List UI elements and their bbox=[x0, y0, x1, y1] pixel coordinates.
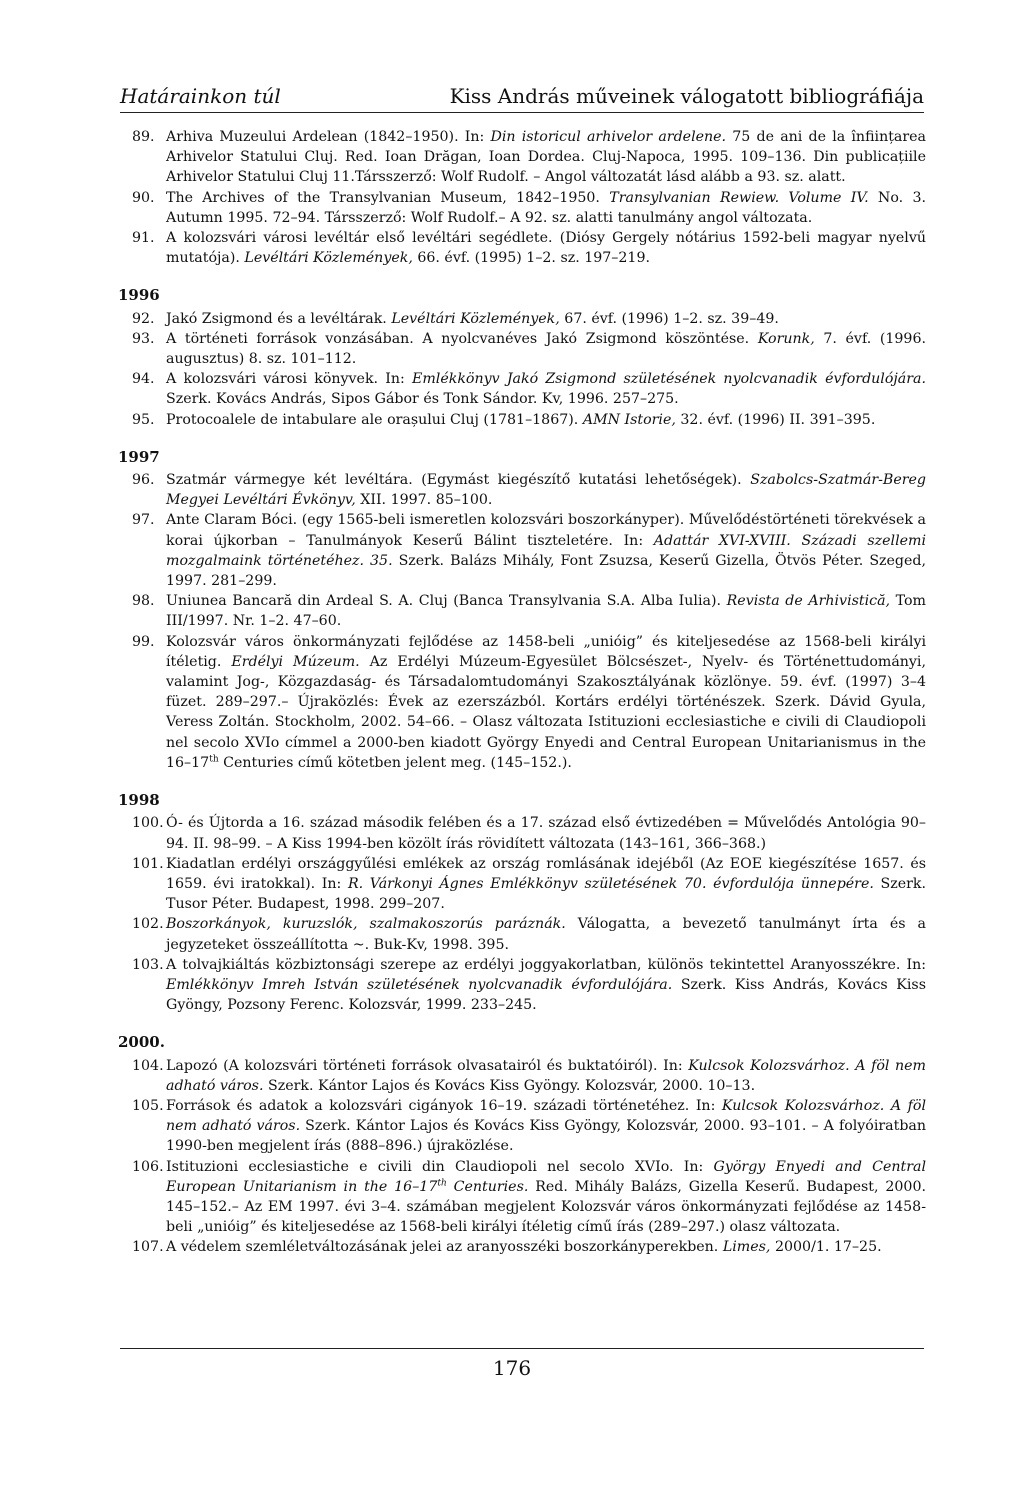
text-run: 75 de ani de la înființarea Arhivelor Statului Cluj. Red. Ioan Drăgan, Ioan Dordea. Cluj-Napoca, 1995. 109–136. Din publicațiile Arhivelor Statului Cluj 11.Társszerző: Wolf Rudolf. – Angol változatát lásd alább a 93. sz. alatt. bbox=[166, 129, 927, 186]
bibliography-entry bbox=[118, 188, 926, 228]
text-run: No. 3. Autumn 1995. 72–94. Társszerző: Wolf Rudolf.– A 92. sz. alatti tanulmány angol változata. bbox=[166, 189, 926, 226]
entry-number: 96. bbox=[132, 472, 155, 489]
text-run: Szerk. Kovács András, Sipos Gábor és Tonk Sándor. Kv, 1996. 257–275. bbox=[166, 391, 679, 408]
italic-title: R. Várkonyi Ágnes Emlékkönyv születésének 70. évfordulója ünnepére. bbox=[347, 875, 874, 892]
bibliography-entry bbox=[118, 1096, 926, 1157]
italic-title: Din istoricul arhivelor ardelene. bbox=[490, 129, 727, 145]
entry-text bbox=[166, 472, 926, 508]
bibliography-entry bbox=[118, 127, 926, 188]
entry-number: 100. bbox=[132, 815, 164, 832]
text-run: Uniunea Bancară din Ardeal S. A. Cluj (Banca Transylvania S.A. Alba Iulia). bbox=[166, 593, 727, 610]
text-run: Jakó Zsigmond és a levéltárak. bbox=[166, 310, 392, 327]
entry-number: 105. bbox=[132, 1097, 164, 1114]
entry-number: 101. bbox=[132, 855, 164, 872]
bibliography-entry bbox=[118, 510, 926, 591]
text-run: Szerk. Tusor Péter. Budapest, 1998. 299–207. bbox=[166, 875, 926, 913]
bibliography-entry bbox=[118, 369, 926, 409]
entry-number: 89. bbox=[132, 129, 155, 145]
text-run: Kiadatlan erdélyi országgyűlési emlékek az ország romlásának idejéből (Az EOE kiegészítése 1657. és 1659. évi iratokkal). In: bbox=[166, 855, 926, 892]
header-rule bbox=[120, 112, 924, 113]
entry-text bbox=[166, 371, 926, 407]
header-right-title: Kiss András műveinek válogatott bibliográfiája bbox=[449, 84, 924, 108]
italic-title: Centuries. bbox=[446, 1178, 529, 1195]
year-heading: 1998 bbox=[118, 791, 160, 810]
text-run: The Archives of the Transylvanian Museum, 1842–1950. bbox=[166, 189, 610, 206]
italic-title: Boszorkányok, kuruzslók, szalmakoszorús paráznák. bbox=[166, 916, 566, 933]
text-run: Kolozsvár város önkormányzati fejlődése az 1458-beli „unióig” és kiteljesedése az 1568-beli királyi ítéletig. bbox=[166, 633, 926, 670]
italic-title: Limes, bbox=[722, 1239, 771, 1256]
entry-text bbox=[166, 957, 926, 1013]
bibliography-entry bbox=[118, 1237, 926, 1257]
year-heading: 2000. bbox=[118, 1033, 165, 1052]
entry-number: 92. bbox=[132, 310, 155, 327]
text-run: 66. évf. (1995) 1–2. sz. 197–219. bbox=[412, 250, 650, 267]
text-run: Red. Mihály Balázs, Gizella Keserű. Budapest, 2000. 145–152.– Az EM 1997. évi 3–4. számában megjelent Kolozsvár város önkormányzati fejlődése az 1458-beli „unióig” és kiteljesedése az 1568-beli királyi ítéletig című írás (289–297.) olasz változata. bbox=[166, 1178, 926, 1236]
text-run: A történeti források vonzásában. A nyolcvanéves Jakó Zsigmond köszöntése. bbox=[166, 330, 758, 347]
italic-title: György Enyedi and Central European Unitarianism in the 16–17 bbox=[166, 1158, 926, 1195]
text-run: Ó- és Újtorda a 16. század második felében és a 17. század első évtizedében = Művelődés Antológia 90–94. II. 98–99. – A Kiss 1994-ben közölt írás rövidített változata (143–161, 366–368.) bbox=[166, 815, 926, 852]
text-run: 67. évf. (1996) 1–2. sz. 39–49. bbox=[559, 310, 779, 327]
italic-title: Emlékkönyv Imreh István születésének nyolcvanadik évfordulójára. bbox=[166, 976, 673, 993]
bibliography-entry bbox=[118, 309, 926, 329]
italic-title: Levéltári Közlemények, bbox=[391, 310, 560, 327]
bibliography-entry bbox=[118, 1157, 926, 1238]
entry-number: 91. bbox=[132, 230, 155, 247]
text-run: 7. évf. (1996. augusztus) 8. sz. 101–112. bbox=[166, 330, 926, 368]
entry-text bbox=[166, 815, 926, 851]
text-run: A kolozsvári városi levéltár első levéltári segédlete. (Diósy Gergely nótárius 1592-beli magyar nyelvű mutatója). bbox=[166, 230, 926, 267]
entry-text bbox=[166, 512, 926, 589]
italic-title: Transylvanian Rewiew. Volume IV. bbox=[609, 189, 869, 206]
italic-title: Erdélyi Múzeum. bbox=[231, 653, 360, 670]
entry-number: 97. bbox=[132, 512, 155, 529]
entry-number: 95. bbox=[132, 411, 155, 428]
text-run: Lapozó (A kolozsvári történeti források olvasatairól és buktatóiról). In: bbox=[166, 1057, 689, 1074]
italic-title: Adattár XVI-XVIII. Századi szellemi mozgalmaink történetéhez. 35. bbox=[166, 532, 927, 569]
text-run: Források és adatok a kolozsvári cigányok 16–19. századi történetéhez. In: bbox=[166, 1097, 722, 1114]
italic-title: Kulcsok Kolozsvárhoz. A föl nem adható város. bbox=[166, 1097, 926, 1135]
bibliography-entry bbox=[118, 228, 926, 268]
entry-number: 90. bbox=[132, 189, 155, 206]
year-heading: 1996 bbox=[118, 286, 160, 305]
text-run: Válogatta, a bevezető tanulmányt írta és a jegyzeteket összeállította ~. Buk-Kv, 1998. 395. bbox=[166, 916, 926, 953]
entry-text bbox=[166, 129, 926, 185]
bibliography-entry bbox=[118, 854, 926, 915]
bibliography-entry bbox=[118, 329, 926, 369]
text-run: Szerk. Kiss András, Kovács Kiss Gyöngy, Pozsony Ferenc. Kolozsvár, 1999. 233–245. bbox=[166, 976, 926, 1014]
year-heading: 1997 bbox=[118, 447, 160, 466]
text-run: Arhiva Muzeului Ardelean (1842–1950). In: bbox=[166, 129, 491, 145]
bibliography-entry bbox=[118, 813, 926, 853]
bibliography-list bbox=[118, 127, 926, 1258]
text-run: Szerk. Kántor Lajos és Kovács Kiss Gyöngy, Kolozsvár, 2000. 93–101. – A folyóiratban 1990-ben megjelent írás (888–896.) újraközlése. bbox=[166, 1118, 926, 1155]
entry-number: 106. bbox=[132, 1158, 164, 1175]
italic-title: Levéltári Közlemények, bbox=[244, 250, 413, 267]
entry-text bbox=[166, 311, 779, 327]
text-run: Protocoalele de intabulare ale orașului Cluj (1781–1867). bbox=[166, 411, 583, 428]
entry-number: 102. bbox=[132, 916, 164, 933]
text-run: Tom III/1997. Nr. 1–2. 47–60. bbox=[166, 593, 926, 630]
entry-number: 107. bbox=[132, 1239, 164, 1256]
text-run: Istituzioni ecclesiastiche e civili din Claudiopoli nel secolo XVIo. In: bbox=[166, 1158, 714, 1175]
bibliography-entry bbox=[118, 632, 926, 773]
footer-rule bbox=[120, 1348, 924, 1349]
text-run: Szatmár vármegye két levéltára. (Egymást kiegészítő kutatási lehetőségek). bbox=[166, 472, 751, 489]
text-run: 32. évf. (1996) II. 391–395. bbox=[675, 411, 876, 428]
entry-text bbox=[166, 1159, 926, 1236]
entry-number: 99. bbox=[132, 633, 155, 650]
entry-text bbox=[166, 634, 926, 771]
entry-number: 94. bbox=[132, 371, 155, 388]
bibliography-entry bbox=[118, 1056, 926, 1096]
entry-number: 104. bbox=[132, 1057, 164, 1074]
page-number: 176 bbox=[492, 1356, 532, 1380]
bibliography-entry bbox=[118, 591, 926, 631]
superscript-text: th bbox=[437, 1178, 447, 1189]
text-run: A védelem szemléletváltozásának jelei az aranyosszéki boszorkányperekben. bbox=[166, 1239, 723, 1256]
entry-number: 103. bbox=[132, 956, 164, 973]
entry-text bbox=[166, 856, 926, 912]
italic-title: Kulcsok Kolozsvárhoz. A föl nem adható város. bbox=[166, 1057, 926, 1094]
entry-number: 93. bbox=[132, 330, 155, 347]
entry-text bbox=[166, 230, 926, 266]
bibliography-entry bbox=[118, 914, 926, 954]
text-run: XII. 1997. 85–100. bbox=[355, 492, 493, 509]
italic-title: AMN Istorie, bbox=[582, 411, 676, 428]
bibliography-entry bbox=[118, 410, 926, 430]
entry-text bbox=[166, 190, 926, 226]
text-run: A tolvajkiáltás közbiztonsági szerepe az erdélyi joggyakorlatban, különös tekintettel Aranyosszékre. In: bbox=[166, 956, 926, 973]
text-run: Centuries című kötetben jelent meg. (145–152.). bbox=[218, 754, 572, 771]
text-run: Az Erdélyi Múzeum-Egyesület Bölcsészet-, Nyelv- és Történettudományi, valamint Jog-, Közgazdaság- és Társadalomtudományi Szakosztályának közlönye. 59. évf. (1997) 3–4 füzet. 289–297.– Újraközlés: Évek az ezerszázból. Kortárs erdélyi történészek. Szerk. Dávid Gyula, Veress Zoltán. Stockholm, 2002. 54–66. – Olasz változata Istituzioni ecclesiastiche e civili di Claudiopoli nel secolo XVIo címmel a 2000-ben kiadott György Enyedi and Central European Unitarianismus in the 16–17 bbox=[166, 653, 926, 771]
bibliography-entry bbox=[118, 955, 926, 1016]
text-run: 2000/1. 17–25. bbox=[770, 1239, 882, 1256]
italic-title: Emlékkönyv Jakó Zsigmond születésének nyolcvanadik évfordulójára. bbox=[411, 371, 926, 388]
entry-text bbox=[166, 1098, 926, 1154]
entry-text bbox=[166, 1239, 882, 1255]
text-run: Szerk. Kántor Lajos és Kovács Kiss Gyöngy. Kolozsvár, 2000. 10–13. bbox=[263, 1077, 756, 1094]
superscript-text: th bbox=[209, 754, 219, 765]
italic-title: Revista de Arhivistică, bbox=[726, 593, 891, 610]
bibliography-entry bbox=[118, 470, 926, 510]
italic-title: Korunk, bbox=[757, 330, 815, 347]
italic-title: Szabolcs-Szatmár-Bereg Megyei Levéltári Évkönyv, bbox=[166, 472, 926, 509]
text-run: Ante Claram Bóci. (egy 1565-beli ismeretlen kolozsvári boszorkányper). Művelődéstörténeti törekvések a korai újkorban – Tanulmányok Keserű Bálint tiszteletére. In: bbox=[166, 512, 926, 549]
header-left-title: Határainkon túl bbox=[120, 84, 281, 108]
entry-text bbox=[166, 593, 926, 629]
entry-text bbox=[166, 331, 926, 367]
entry-text bbox=[166, 916, 926, 952]
entry-text bbox=[166, 1058, 926, 1094]
entry-text bbox=[166, 412, 875, 428]
text-run: Szerk. Balázs Mihály, Font Zsuzsa, Keserű Gizella, Ötvös Péter. Szeged, 1997. 281–299. bbox=[166, 552, 926, 590]
text-run: A kolozsvári városi könyvek. In: bbox=[166, 371, 412, 388]
running-header bbox=[120, 86, 924, 106]
entry-number: 98. bbox=[132, 593, 155, 610]
